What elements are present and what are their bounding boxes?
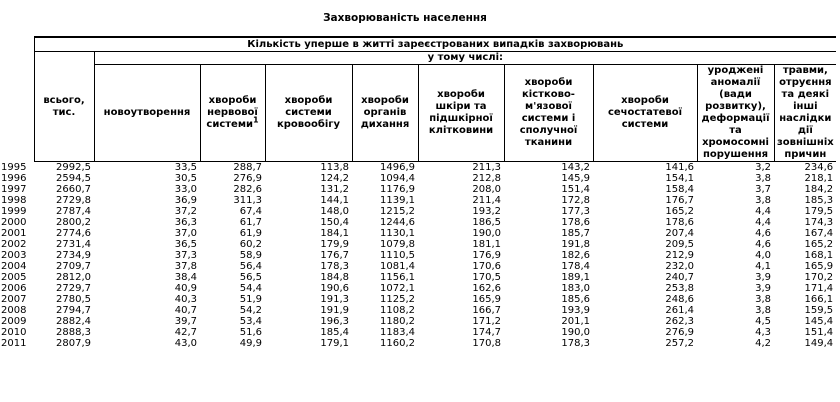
value-cell: 40,7: [174, 305, 197, 316]
table-row: [0, 338, 836, 349]
table-row: [0, 195, 836, 206]
value-cell: 165,9: [472, 294, 501, 305]
value-cell: 2729,7: [56, 283, 91, 294]
value-cell: 2807,9: [56, 338, 91, 349]
value-cell: 176,7: [320, 250, 349, 261]
value-cell: 2882,4: [56, 316, 91, 327]
value-cell: 2888,3: [56, 327, 91, 338]
value-cell: 178,6: [561, 217, 590, 228]
subgroup-header: у тому числі:: [94, 52, 836, 65]
table-row: [0, 162, 836, 174]
value-cell: 1130,1: [380, 228, 415, 239]
value-cell: 54,2: [239, 305, 262, 316]
value-cell: 218,1: [804, 173, 834, 184]
column-header: хвороби сечостатевої системи: [593, 65, 697, 162]
year-cell: 1995: [1, 161, 27, 173]
value-cell: 1072,1: [380, 283, 415, 294]
value-cell: 1139,1: [380, 195, 415, 206]
value-cell: 179,9: [320, 239, 349, 250]
value-cell: 184,2: [804, 184, 834, 195]
value-cell: 149,4: [804, 338, 834, 349]
value-cell: 183,0: [561, 283, 590, 294]
value-cell: 1079,8: [380, 239, 415, 250]
year-cell: 2008: [1, 305, 27, 316]
value-cell: 167,4: [804, 228, 834, 239]
value-cell: 43,0: [174, 338, 197, 349]
value-cell: 1180,2: [380, 316, 415, 327]
value-cell: 2731,4: [56, 239, 91, 250]
column-header: хвороби шкіри та підшкірної клітковини: [418, 65, 504, 162]
value-cell: 262,3: [665, 316, 694, 327]
value-cell: 30,5: [174, 173, 197, 184]
value-cell: 3,8: [755, 305, 771, 316]
year-cell: 2010: [1, 327, 27, 338]
value-cell: 56,5: [239, 272, 262, 283]
value-cell: 53,4: [239, 316, 262, 327]
value-cell: 40,3: [174, 294, 197, 305]
value-cell: 1125,2: [380, 294, 415, 305]
value-cell: 3,8: [755, 195, 771, 206]
value-cell: 288,7: [233, 162, 262, 173]
value-cell: 3,7: [755, 184, 771, 195]
year-cell: 2011: [1, 338, 27, 349]
value-cell: 282,6: [233, 184, 262, 195]
value-cell: 253,8: [665, 283, 694, 294]
page-title: Захворюваність населення: [323, 12, 487, 24]
column-header: новоутворення: [94, 65, 200, 162]
value-cell: 2729,8: [56, 195, 91, 206]
value-cell: 191,3: [320, 294, 349, 305]
value-cell: 276,9: [233, 173, 262, 184]
value-cell: 158,4: [665, 184, 694, 195]
value-cell: 3,8: [755, 294, 771, 305]
morbidity-table: [0, 36, 836, 349]
year-cell: 1996: [1, 173, 27, 184]
value-cell: 171,2: [472, 316, 501, 327]
value-cell: 211,4: [472, 195, 501, 206]
value-cell: 37,3: [174, 250, 197, 261]
column-header: хвороби кістково-м'язової системи і сполучної тканини: [504, 65, 593, 162]
column-header: хвороби системи кровообігу: [265, 65, 352, 162]
value-cell: 185,7: [561, 228, 590, 239]
value-cell: 3,2: [755, 162, 771, 173]
value-cell: 1176,9: [380, 184, 415, 195]
value-cell: 201,1: [561, 316, 590, 327]
value-cell: 4,5: [755, 316, 771, 327]
value-cell: 40,9: [174, 283, 197, 294]
value-cell: 208,0: [472, 184, 501, 195]
value-cell: 185,6: [561, 294, 590, 305]
value-cell: 311,3: [233, 195, 262, 206]
table-row: [0, 261, 836, 272]
value-cell: 3,9: [755, 283, 771, 294]
value-cell: 184,1: [320, 228, 349, 239]
value-cell: 33,0: [174, 184, 197, 195]
value-cell: 186,5: [472, 217, 501, 228]
value-cell: 2992,5: [56, 162, 91, 173]
value-cell: 1244,6: [380, 217, 415, 228]
table-row: [0, 316, 836, 327]
value-cell: 191,8: [561, 239, 590, 250]
value-cell: 165,2: [804, 239, 834, 250]
value-cell: 176,7: [665, 195, 694, 206]
table-row: [0, 184, 836, 195]
value-cell: 232,0: [665, 261, 694, 272]
value-cell: 248,6: [665, 294, 694, 305]
value-cell: 189,1: [561, 272, 590, 283]
value-cell: 2780,5: [56, 294, 91, 305]
value-cell: 36,5: [174, 239, 197, 250]
value-cell: 190,0: [561, 327, 590, 338]
value-cell: 145,9: [561, 173, 590, 184]
value-cell: 2787,4: [56, 206, 91, 217]
table-row: [0, 327, 836, 338]
value-cell: 49,9: [239, 338, 262, 349]
value-cell: 1496,9: [380, 162, 415, 173]
value-cell: 144,1: [320, 195, 349, 206]
value-cell: 2594,5: [56, 173, 91, 184]
value-cell: 170,5: [472, 272, 501, 283]
value-cell: 171,4: [804, 283, 834, 294]
value-cell: 193,9: [561, 305, 590, 316]
value-cell: 37,8: [174, 261, 197, 272]
value-cell: 145,4: [804, 316, 834, 327]
table-row: [0, 305, 836, 316]
year-cell: 2009: [1, 316, 27, 327]
value-cell: 124,2: [320, 173, 349, 184]
column-header: травми, отруєння та деякі інші наслідки дії зовнішніх причин: [774, 65, 836, 162]
year-cell: 2007: [1, 294, 27, 305]
value-cell: 185,3: [804, 195, 834, 206]
value-cell: 193,2: [472, 206, 501, 217]
value-cell: 2794,7: [56, 305, 91, 316]
value-cell: 211,3: [472, 162, 501, 173]
value-cell: 207,4: [665, 228, 694, 239]
value-cell: 4,0: [755, 250, 771, 261]
value-cell: 190,6: [320, 283, 349, 294]
value-cell: 2734,9: [56, 250, 91, 261]
value-cell: 4,4: [755, 217, 771, 228]
group-header: Кількість уперше в житті зареєстрованих випадків захворювань: [34, 37, 836, 52]
value-cell: 176,9: [472, 250, 501, 261]
value-cell: 1108,2: [380, 305, 415, 316]
year-cell: 2004: [1, 261, 27, 272]
year-cell: 2005: [1, 272, 27, 283]
value-cell: 2774,6: [56, 228, 91, 239]
value-cell: 61,9: [239, 228, 262, 239]
value-cell: 4,6: [755, 228, 771, 239]
year-cell: 1997: [1, 184, 27, 195]
column-header: уроджені аномалії (вади розвитку), деформації та хромосомні порушення: [697, 65, 774, 162]
value-cell: 2709,7: [56, 261, 91, 272]
value-cell: 172,8: [561, 195, 590, 206]
value-cell: 1110,5: [380, 250, 415, 261]
year-cell: 1999: [1, 206, 27, 217]
value-cell: 67,4: [239, 206, 262, 217]
column-header: хвороби органів дихання: [352, 65, 418, 162]
value-cell: 4,3: [755, 327, 771, 338]
footnote-marker: 1: [253, 115, 259, 125]
value-cell: 159,5: [804, 305, 834, 316]
value-cell: 54,4: [239, 283, 262, 294]
table-row: [0, 217, 836, 228]
value-cell: 212,9: [665, 250, 694, 261]
table-row: [0, 294, 836, 305]
value-cell: 162,6: [472, 283, 501, 294]
value-cell: 212,8: [472, 173, 501, 184]
year-cell: 2003: [1, 250, 27, 261]
year-cell: 2006: [1, 283, 27, 294]
value-cell: 4,4: [755, 206, 771, 217]
value-cell: 1156,1: [380, 272, 415, 283]
value-cell: 42,7: [174, 327, 197, 338]
value-cell: 177,3: [561, 206, 590, 217]
value-cell: 2812,0: [56, 272, 91, 283]
value-cell: 1094,4: [380, 173, 415, 184]
value-cell: 51,6: [239, 327, 262, 338]
value-cell: 3,8: [755, 173, 771, 184]
table-row: [0, 250, 836, 261]
value-cell: 141,6: [665, 162, 694, 173]
value-cell: 178,6: [665, 217, 694, 228]
value-cell: 170,2: [804, 272, 834, 283]
value-cell: 166,1: [804, 294, 834, 305]
value-cell: 37,0: [174, 228, 197, 239]
value-cell: 1160,2: [380, 338, 415, 349]
value-cell: 3,9: [755, 272, 771, 283]
value-cell: 36,9: [174, 195, 197, 206]
value-cell: 2800,2: [56, 217, 91, 228]
value-cell: 58,9: [239, 250, 262, 261]
table-row: [0, 272, 836, 283]
total-column-header: всього, тис.: [34, 52, 94, 162]
value-cell: 33,5: [174, 162, 197, 173]
value-cell: 61,7: [239, 217, 262, 228]
value-cell: 209,5: [665, 239, 694, 250]
value-cell: 39,7: [174, 316, 197, 327]
value-cell: 56,4: [239, 261, 262, 272]
year-column-header: [0, 37, 34, 162]
value-cell: 37,2: [174, 206, 197, 217]
value-cell: 4,1: [755, 261, 771, 272]
value-cell: 178,3: [561, 338, 590, 349]
value-cell: 51,9: [239, 294, 262, 305]
value-cell: 240,7: [665, 272, 694, 283]
column-header: хвороби нервової системи$^1$: [200, 65, 265, 162]
value-cell: 179,1: [320, 338, 349, 349]
value-cell: 181,1: [472, 239, 501, 250]
value-cell: 170,8: [472, 338, 501, 349]
value-cell: 276,9: [665, 327, 694, 338]
year-cell: 1998: [1, 195, 27, 206]
value-cell: 174,7: [472, 327, 501, 338]
value-cell: 151,4: [561, 184, 590, 195]
value-cell: 131,2: [320, 184, 349, 195]
table-row: [0, 283, 836, 294]
value-cell: 166,7: [472, 305, 501, 316]
value-cell: 165,2: [665, 206, 694, 217]
value-cell: 257,2: [665, 338, 694, 349]
value-cell: 4,6: [755, 239, 771, 250]
value-cell: 151,4: [804, 327, 834, 338]
table-row: [0, 239, 836, 250]
value-cell: 60,2: [239, 239, 262, 250]
value-cell: 1081,4: [380, 261, 415, 272]
value-cell: 182,6: [561, 250, 590, 261]
value-cell: 196,3: [320, 316, 349, 327]
value-cell: 174,3: [804, 217, 834, 228]
value-cell: 261,4: [665, 305, 694, 316]
value-cell: 143,2: [561, 162, 590, 173]
value-cell: 148,0: [320, 206, 349, 217]
value-cell: 38,4: [174, 272, 197, 283]
value-cell: 168,1: [804, 250, 834, 261]
value-cell: 113,8: [320, 162, 349, 173]
value-cell: 178,4: [561, 261, 590, 272]
year-cell: 2002: [1, 239, 27, 250]
value-cell: 234,6: [804, 162, 834, 173]
value-cell: 179,5: [804, 206, 834, 217]
value-cell: 185,4: [320, 327, 349, 338]
value-cell: 190,0: [472, 228, 501, 239]
year-cell: 2001: [1, 228, 27, 239]
value-cell: 150,4: [320, 217, 349, 228]
value-cell: 36,3: [174, 217, 197, 228]
value-cell: 154,1: [665, 173, 694, 184]
value-cell: 4,2: [755, 338, 771, 349]
year-cell: 2000: [1, 217, 27, 228]
value-cell: 170,6: [472, 261, 501, 272]
table-row: [0, 228, 836, 239]
value-cell: 1215,2: [380, 206, 415, 217]
value-cell: 191,9: [320, 305, 349, 316]
value-cell: 184,8: [320, 272, 349, 283]
value-cell: 2660,7: [56, 184, 91, 195]
table-row: [0, 173, 836, 184]
value-cell: 165,9: [804, 261, 834, 272]
table-row: [0, 206, 836, 217]
value-cell: 178,3: [320, 261, 349, 272]
value-cell: 1183,4: [380, 327, 415, 338]
